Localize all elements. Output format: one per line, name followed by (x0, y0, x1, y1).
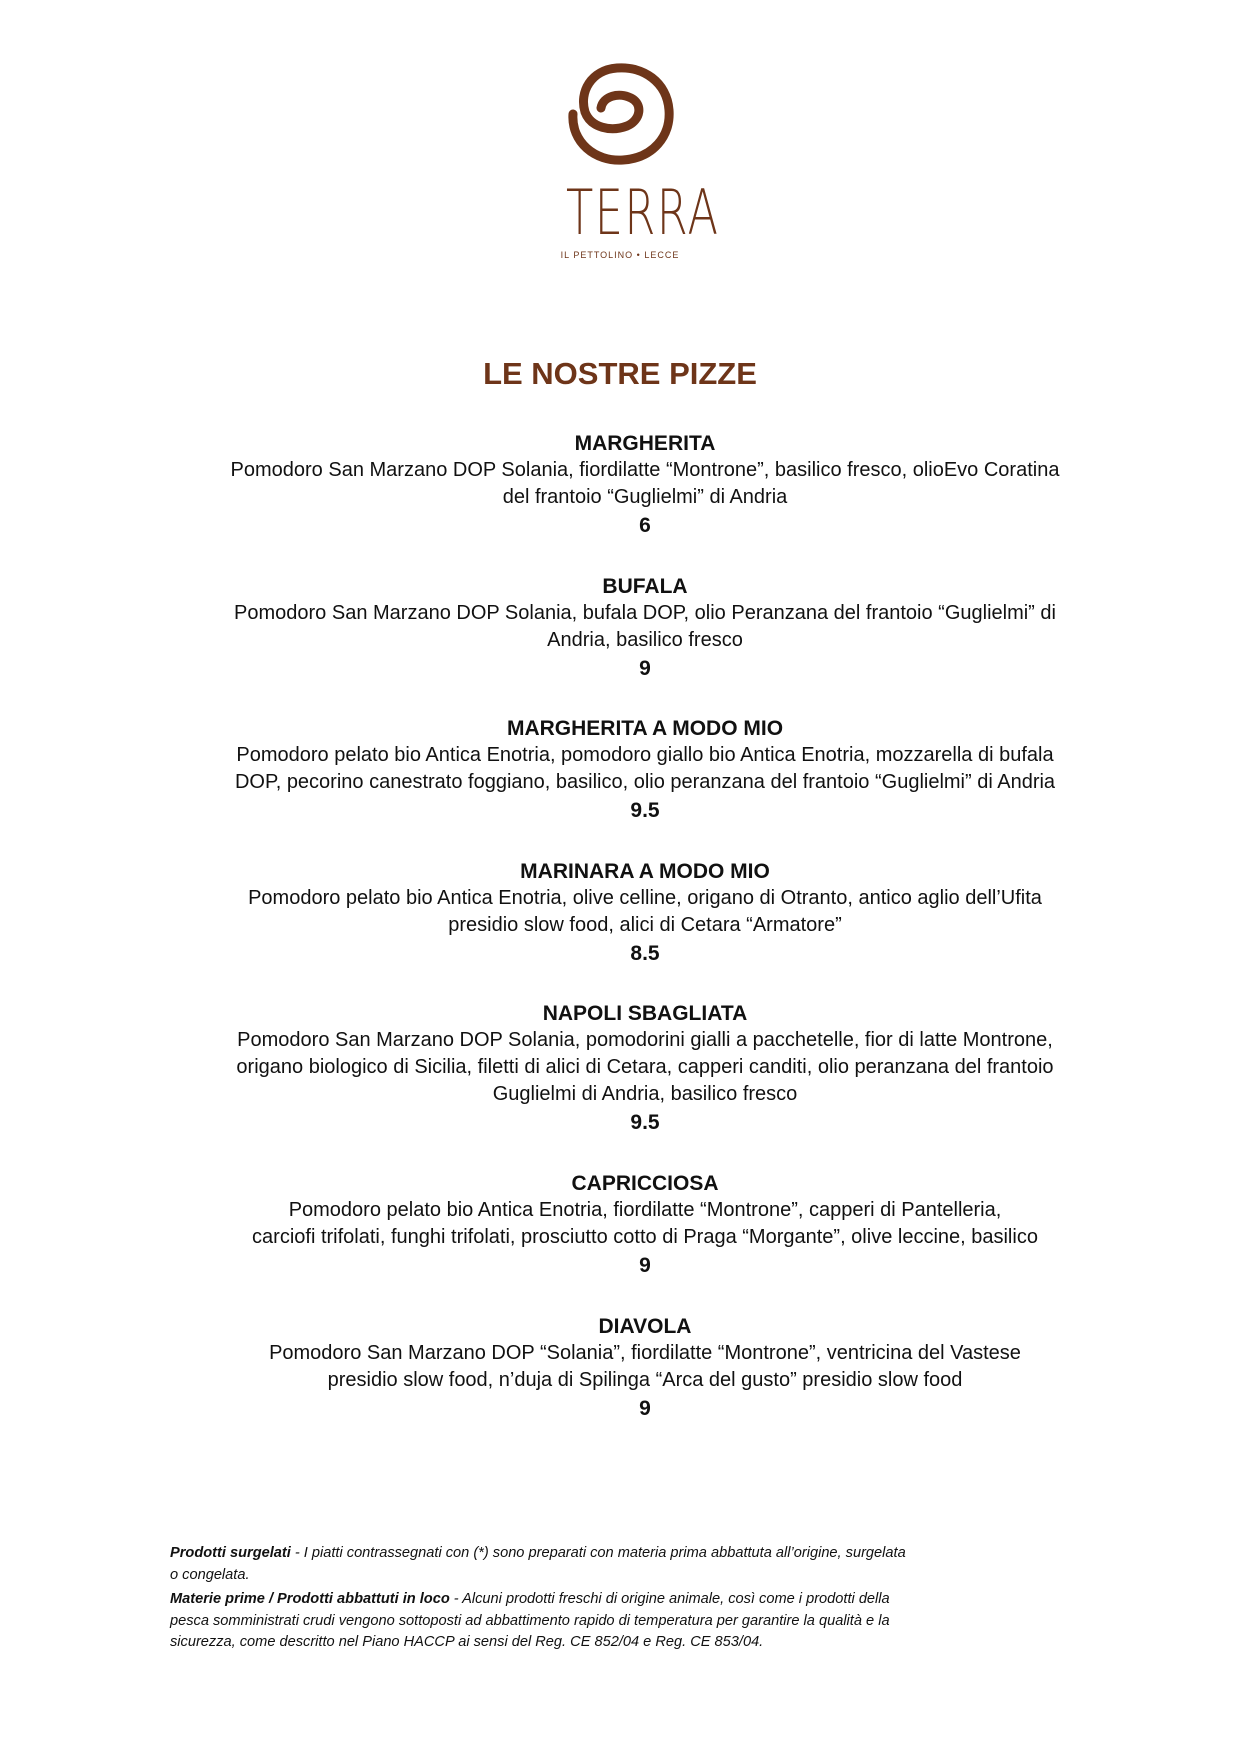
pizza-description: Pomodoro pelato bio Antica Enotria, fiordilatte “Montrone”, capperi di Pantelleria, (288, 1199, 1002, 1221)
pizza-description: presidio slow food, n’duja di Spilinga “Arca del gusto” presidio slow food (327, 1368, 963, 1391)
frozen-products-note (170, 1543, 1130, 1586)
pizza-name: MARINARA A MODO MIO (520, 859, 770, 883)
pizza-description: Pomodoro San Marzano DOP “Solania”, fiordilatte “Montrone”, ventricina del Vastese (269, 1341, 1021, 1364)
pizza-name: MARGHERITA A MODO MIO (506, 717, 784, 740)
footer-notes (170, 1543, 1130, 1657)
note-text: sicurezza, come descritto nel Piano HACCP ai sensi del Reg. CE 852/04 e Reg. CE 853/04. (170, 1634, 764, 1650)
pizza-name: DIAVOLA (598, 1314, 692, 1338)
terra-logo (545, 62, 720, 272)
pizza-description: Andria, basilico fresco (547, 628, 743, 651)
note-label: Prodotti surgelati (170, 1545, 291, 1561)
pizza-description: del frantoio “Guglielmi” di Andria (502, 486, 788, 508)
pizza-price: 9.5 (630, 799, 660, 822)
menu-item (150, 430, 1140, 573)
pizza-price: 8.5 (630, 941, 660, 965)
page-title: LE NOSTRE PIZZE (483, 356, 757, 391)
pizza-price: 9.5 (630, 1111, 660, 1134)
pizza-name: BUFALA (602, 574, 688, 598)
menu-item (150, 858, 1140, 1001)
pizza-description: DOP, pecorino canestrato foggiano, basilico, olio peranzana del frantoio “Guglielmi” di Andria (234, 771, 1056, 793)
note-text: o congelata. (170, 1566, 250, 1583)
pizza-menu (150, 430, 1140, 1455)
pizza-description: origano biologico di Sicilia, filetti di alici di Cetara, capperi canditi, olio peranzana del frantoio (236, 1056, 1054, 1078)
pizza-description: Pomodoro pelato bio Antica Enotria, pomodoro giallo bio Antica Enotria, mozzarella di bufala (236, 744, 1054, 766)
spiral-logo-icon (545, 62, 695, 177)
note-text: - Alcuni prodotti freschi di origine animale, così come i prodotti della (449, 1591, 890, 1607)
note-label: Materie prime / Prodotti abbattuti in loco (170, 1591, 450, 1607)
note-text: - I piatti contrassegnati con (*) sono preparati con materia prima abbattuta all’origine, surgelata (290, 1545, 906, 1561)
logo-brand-name: TERRA (566, 176, 720, 249)
pizza-price: 9 (639, 1254, 651, 1277)
pizza-description: presidio slow food, alici di Cetara “Armatore” (448, 913, 842, 936)
pizza-description: Pomodoro San Marzano DOP Solania, fiordilatte “Montrone”, basilico fresco, olioEvo Coratina (230, 459, 1060, 481)
menu-item (150, 1170, 1140, 1313)
pizza-description: carciofi trifolati, funghi trifolati, prosciutto cotto di Praga “Morgante”, olive leccine, basilico (252, 1226, 1038, 1248)
pizza-price: 9 (639, 656, 651, 680)
menu-item (150, 573, 1140, 716)
menu-item (150, 1000, 1140, 1170)
pizza-name: CAPRICCIOSA (571, 1172, 719, 1195)
pizza-description: Pomodoro San Marzano DOP Solania, bufala DOP, olio Peranzana del frantoio “Guglielmi” di (234, 601, 1056, 624)
pizza-description: Pomodoro pelato bio Antica Enotria, olive celline, origano di Otranto, antico aglio dell’Ufita (248, 886, 1042, 909)
pizza-price: 9 (639, 1396, 651, 1420)
note-text: pesca somministrati crudi vengono sottoposti ad abbattimento rapido di temperatura per garantire la qualità e la (170, 1612, 890, 1629)
chilled-products-note (170, 1589, 1130, 1654)
menu-item (150, 715, 1140, 858)
logo-tagline: IL PETTOLINO • LECCE (560, 250, 680, 260)
pizza-description: Pomodoro San Marzano DOP Solania, pomodorini gialli a pacchetelle, fior di latte Montrone, (237, 1029, 1053, 1051)
pizza-price: 6 (639, 514, 651, 537)
pizza-description: Guglielmi di Andria, basilico fresco (492, 1083, 798, 1105)
menu-item (150, 1313, 1140, 1456)
pizza-name: NAPOLI SBAGLIATA (542, 1002, 748, 1025)
pizza-name: MARGHERITA (574, 432, 716, 455)
